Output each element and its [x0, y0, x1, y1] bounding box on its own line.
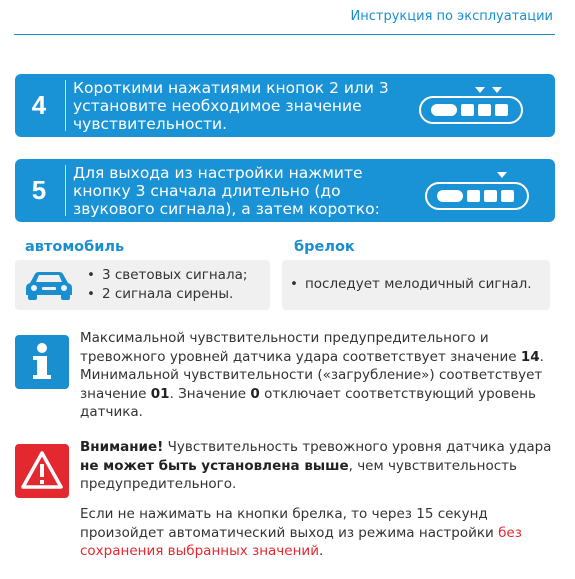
step-divider — [65, 165, 66, 216]
fob-response-list — [290, 275, 532, 294]
press-indicator-icon — [475, 87, 485, 93]
text-fragment: Если не нажимать на кнопки брелка, то через 15 секунд произойдет автоматический выход из режима настройки — [80, 506, 499, 541]
timeout-text — [80, 505, 558, 561]
car-icon — [24, 269, 74, 301]
fob-button-4 — [501, 190, 514, 202]
step-text: Короткими нажатиями кнопок 2 или 3 установите необходимое значение чувствительности. — [73, 79, 389, 133]
fob-response-card — [282, 260, 550, 310]
text-red-emphasis: без сохранения выбранных значений — [80, 524, 522, 559]
step-text: Для выхода из настройки нажмите кнопку 3 сначала длительно (до звукового сигнала), а затем коротко: — [73, 164, 380, 218]
page-header-title: Инструкция по эксплуатации — [350, 9, 553, 24]
list-item: • 3 световых сигнала; — [87, 266, 247, 285]
sensitivity-info-text — [80, 329, 558, 422]
text-fragment: отключает соответствующий уровень датчика. — [80, 385, 537, 420]
off-value: 0 — [250, 385, 260, 402]
fob-column-label: брелок — [294, 239, 355, 255]
fob-button-3 — [484, 190, 497, 202]
text-fragment: . Значение — [169, 385, 251, 402]
warning-text — [80, 438, 558, 494]
warning-label: Внимание! — [80, 439, 164, 455]
step-divider — [65, 80, 66, 131]
fob-button-2 — [461, 104, 474, 116]
text-fragment: . — [318, 543, 324, 559]
car-column-label: автомобиль — [25, 239, 125, 255]
press-indicator-icon — [492, 87, 502, 93]
key-fob-icon — [419, 96, 523, 124]
text-fragment: Максимальной чувствительности предупредительного и тревожного уровней датчика удара соответствует значение — [80, 330, 521, 365]
car-response-card — [15, 260, 270, 310]
fob-button-1 — [437, 190, 463, 202]
step-number: 4 — [31, 90, 47, 120]
warning-icon — [15, 444, 69, 498]
text-fragment: . Минимальной чувствительности («загрубление») соответствует значение — [80, 348, 544, 402]
info-icon — [15, 335, 69, 389]
step-4-box — [15, 74, 555, 137]
step-5-box — [15, 159, 555, 222]
fob-button-4 — [495, 104, 508, 116]
step-number: 5 — [31, 175, 47, 205]
list-item: • 2 сигнала сирены. — [87, 285, 247, 304]
fob-button-1 — [431, 104, 457, 116]
key-fob-icon — [425, 182, 529, 210]
text-emphasis: не может быть установлена выше — [80, 457, 349, 474]
list-item: • последует мелодичный сигнал. — [290, 275, 532, 294]
fob-button-2 — [467, 190, 480, 202]
header-rule — [14, 34, 555, 35]
max-value: 14 — [520, 348, 540, 365]
text-fragment: Чувствительность тревожного уровня датчика удара — [163, 439, 552, 455]
min-value: 01 — [150, 385, 170, 402]
car-response-list — [87, 266, 247, 304]
text-fragment: , чем чувствительность предупредительного. — [80, 457, 517, 492]
fob-button-3 — [478, 104, 491, 116]
press-indicator-icon — [497, 172, 507, 178]
